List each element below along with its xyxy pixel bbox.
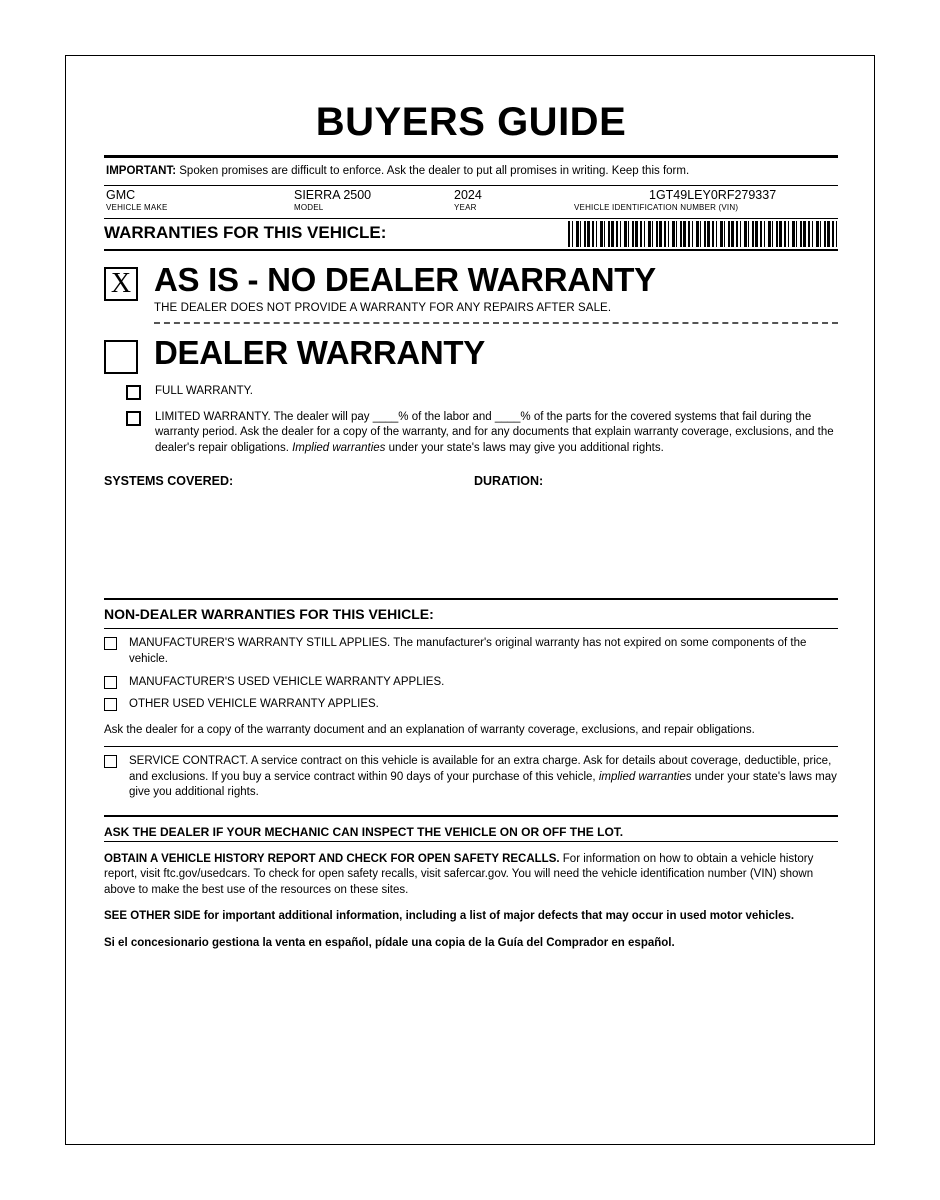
divider-under-important	[104, 185, 838, 186]
full-warranty-row	[126, 384, 838, 400]
list-item	[104, 636, 838, 667]
spanish-notice: Si el concesionario gestiona la venta en español, pídale una copia de la Guía del Comprador en español.	[104, 937, 675, 950]
other-used-warranty-label: OTHER USED VEHICLE WARRANTY APPLIES.	[129, 698, 379, 711]
vehicle-year-value: 2024	[454, 187, 482, 202]
service-contract-checkbox[interactable]	[104, 755, 117, 768]
systems-duration-row	[104, 474, 838, 490]
as-is-section	[104, 260, 838, 314]
other-used-warranty-checkbox[interactable]	[104, 698, 117, 711]
divider-under-non-dealer-heading	[104, 628, 838, 629]
vehicle-make-label: VEHICLE MAKE	[106, 202, 168, 212]
limited-warranty-text: LIMITED WARRANTY. The dealer will pay ____% of the labor and ____% of the parts for the covered systems that fail during the warranty period. Ask the dealer for a copy of the warranty, and for any documents that explain warranty coverage, exclusions, and the dealer's repair obligations.	[155, 410, 834, 454]
vehicle-history-text: For information on how to obtain a vehicle history report, visit ftc.gov/usedcars. To check for open safety recalls, visit safercar.gov. You will need the vehicle identification number (VIN) shown above to make the best use of the resources on these sites.	[104, 852, 814, 897]
full-warranty-label: FULL WARRANTY.	[155, 384, 253, 397]
important-label: IMPORTANT:	[106, 165, 177, 177]
page-title: BUYERS GUIDE	[315, 100, 627, 144]
duration-label: DURATION:	[474, 474, 544, 489]
service-contract-label	[129, 754, 838, 801]
vehicle-year-label: YEAR	[454, 202, 477, 212]
warranties-heading: WARRANTIES FOR THIS VEHICLE:	[104, 222, 387, 242]
vehicle-vin-value: 1GT49LEY0RF279337	[649, 187, 777, 202]
dashed-divider	[154, 322, 838, 324]
limited-warranty-checkbox[interactable]	[126, 411, 141, 426]
as-is-subtitle: THE DEALER DOES NOT PROVIDE A WARRANTY FOR ANY REPAIRS AFTER SALE.	[154, 301, 612, 314]
non-dealer-note: Ask the dealer for a copy of the warranty document and an explanation of warranty coverage, exclusions, and repair obligations.	[104, 723, 755, 736]
vehicle-model-label: MODEL	[294, 202, 324, 212]
as-is-title: AS IS - NO DEALER WARRANTY	[154, 260, 656, 298]
important-text: Spoken promises are difficult to enforce. Ask the dealer to put all promises in writing. Keep this form.	[179, 165, 690, 177]
limited-warranty-italic: Implied warranties	[292, 441, 386, 454]
other-side-bold: SEE OTHER SIDE	[104, 910, 201, 923]
vehicle-info-row	[104, 188, 838, 218]
manufacturer-warranty-checkbox[interactable]	[104, 637, 117, 650]
systems-covered-label: SYSTEMS COVERED:	[104, 474, 234, 489]
buyers-guide-document	[65, 55, 875, 1145]
other-side-paragraph	[104, 909, 838, 925]
vehicle-model-value: SIERRA 2500	[294, 187, 372, 202]
dealer-warranty-section	[104, 333, 838, 374]
manufacturer-warranty-label: MANUFACTURER'S WARRANTY STILL APPLIES. The manufacturer's original warranty has not expired on some components of the vehicle.	[129, 637, 807, 665]
divider-under-warranties-heading	[104, 249, 838, 251]
full-warranty-checkbox[interactable]	[126, 385, 141, 400]
list-item	[104, 675, 838, 691]
list-item	[104, 697, 838, 713]
vehicle-vin-label: VEHICLE IDENTIFICATION NUMBER (VIN)	[574, 202, 739, 212]
vehicle-make-value: GMC	[106, 187, 136, 202]
limited-warranty-tail: under your state's laws may give you additional rights.	[385, 441, 664, 454]
limited-warranty-label	[155, 410, 838, 457]
service-contract-row	[104, 754, 838, 801]
manufacturer-used-warranty-label: MANUFACTURER'S USED VEHICLE WARRANTY APPLIES.	[129, 675, 445, 688]
vehicle-history-paragraph	[104, 852, 838, 900]
warranties-header-row	[104, 219, 838, 249]
manufacturer-used-warranty-checkbox[interactable]	[104, 676, 117, 689]
divider-under-inspect-line	[104, 841, 838, 842]
service-contract-italic: implied warranties	[598, 770, 692, 783]
inspect-vehicle-line: ASK THE DEALER IF YOUR MECHANIC CAN INSPECT THE VEHICLE ON OR OFF THE LOT.	[104, 824, 624, 839]
limited-warranty-row	[126, 410, 838, 457]
as-is-checkbox[interactable]: X	[104, 267, 138, 301]
vehicle-history-bold: OBTAIN A VEHICLE HISTORY REPORT AND CHECK FOR OPEN SAFETY RECALLS.	[104, 852, 560, 865]
dealer-warranty-title: DEALER WARRANTY	[154, 333, 485, 371]
non-dealer-heading: NON-DEALER WARRANTIES FOR THIS VEHICLE:	[104, 606, 434, 623]
service-contract-text-post: under your state's laws may give you additional rights.	[129, 770, 837, 799]
other-side-text: for important additional information, including a list of major defects that may occur in used motor vehicles.	[200, 910, 795, 923]
vin-barcode-icon	[568, 221, 838, 247]
important-notice	[104, 158, 838, 185]
divider-above-service-contract	[104, 746, 838, 747]
systems-covered-blank-area	[104, 490, 838, 598]
service-contract-text-pre: SERVICE CONTRACT. A service contract on this vehicle is available for an extra charge. Ask for details about coverage, deductible, price, and exclusions. If you buy a service contract within 90 days of your purchase of this vehicle,	[129, 755, 832, 783]
dealer-warranty-checkbox[interactable]	[104, 340, 138, 374]
